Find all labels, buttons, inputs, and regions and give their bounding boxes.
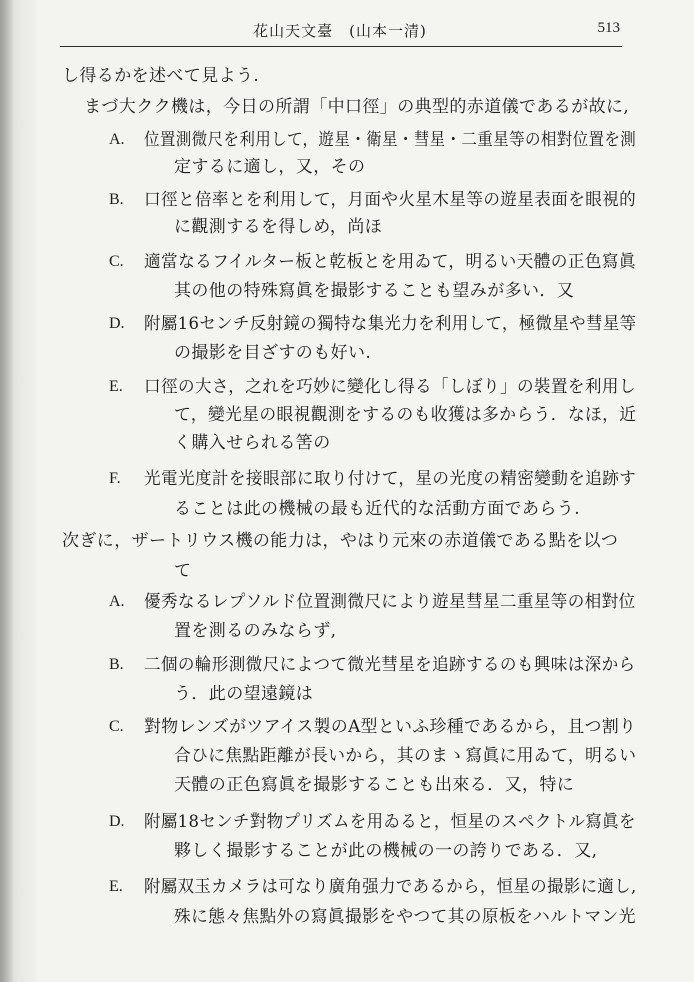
list-item-line: 殊に態々焦點外の寫眞撮影をやつて其の原板をハルトマン光 bbox=[174, 907, 636, 927]
list-item-line: 附屬18センチ對物プリズムを用ゐると，恒星のスペクトル寫眞を bbox=[144, 812, 636, 832]
list-item-line: ることは此の機械の最も近代的な活動方面であらう. bbox=[174, 499, 581, 519]
list-item-line: う．此の望遠鏡は bbox=[174, 684, 314, 704]
list-item-line: 位置測微尺を利用して，遊星・衛星・彗星・二重星等の相對位置を測 bbox=[144, 130, 637, 150]
list-item-line: 夥しく撮影することが此の機械の一の誇りである．又, bbox=[174, 841, 598, 861]
list-item-line: て，變光星の眼視觀測をするのも收獲は多からう．なほ，近 bbox=[174, 405, 637, 425]
list-marker: C. bbox=[109, 253, 124, 270]
list-marker: B. bbox=[109, 191, 124, 208]
list-item-line: 附屬双玉カメラは可なり廣角强力であるから，恒星の撮影に適し, bbox=[144, 877, 637, 897]
list-item-line: 對物レンズがツアイス製のA型といふ珍種であるから，且つ割り bbox=[144, 717, 637, 737]
list-item-line: 天體の正色寫眞を撮影することも出來る．又，特に bbox=[174, 775, 575, 795]
list-marker: D. bbox=[109, 315, 125, 332]
list-item-line: 二個の輪形測微尺によつて微光彗星を追跡するのも興味は深から bbox=[144, 655, 636, 675]
list-item-line: の撮影を目ざすのも好い. bbox=[174, 343, 372, 363]
list-item-line: 口徑の大さ，之れを巧妙に變化し得る「しぼり」の裝置を利用し bbox=[144, 377, 636, 397]
list-marker: C. bbox=[109, 718, 124, 735]
text-line: て bbox=[174, 561, 192, 581]
list-item-line: 適當なるフイルター板と乾板とを用ゐて，明るい天體の正色寫眞 bbox=[144, 252, 637, 272]
list-marker: F. bbox=[109, 470, 121, 487]
list-marker: E. bbox=[109, 878, 123, 895]
text-line: し得るかを述べて見よう. bbox=[62, 66, 260, 86]
list-marker: B. bbox=[109, 656, 124, 673]
list-marker: E. bbox=[109, 378, 123, 395]
list-item-line: 置を測るのみならず, bbox=[174, 621, 337, 641]
list-item-line: 口徑と倍率とを利用して，月面や火星木星等の遊星表面を眼視的 bbox=[144, 190, 637, 210]
page-number: 513 bbox=[597, 20, 620, 36]
list-item-line: 其の他の特殊寫眞を撮影することも望みが多い．又 bbox=[174, 281, 575, 301]
text-line: 次ぎに，ザートリウス機の能力は，やはり元來の赤道儀である點を以つ bbox=[62, 531, 619, 551]
list-item-line: く購入せられる筈の bbox=[174, 433, 331, 453]
text-line: まづ大クク機は，今日の所謂「中口徑」の典型的赤道儀であるが故に, bbox=[84, 97, 630, 117]
list-marker: A. bbox=[109, 131, 125, 148]
list-item-line: 優秀なるレプソルド位置測微尺により遊星彗星二重星等の相對位 bbox=[144, 592, 636, 612]
list-item-line: 合ひに焦點距離が長いから，其のまゝ寫眞に用ゐて，明るい bbox=[174, 746, 637, 766]
list-item-line: 附屬16センチ反射鏡の獨特な集光力を利用して，極微星や彗星等 bbox=[144, 314, 637, 334]
list-marker: D. bbox=[109, 813, 125, 830]
list-item-line: 定するに適し，又，その bbox=[174, 157, 366, 177]
list-item-line: 光電光度計を接眼部に取り付けて，星の光度の精密變動を追跡す bbox=[144, 469, 637, 489]
list-marker: A. bbox=[109, 593, 125, 610]
list-item-line: に觀測するを得しめ，尚ほ bbox=[174, 217, 383, 237]
header-title: 花山天文臺 (山本一清) bbox=[253, 22, 427, 40]
